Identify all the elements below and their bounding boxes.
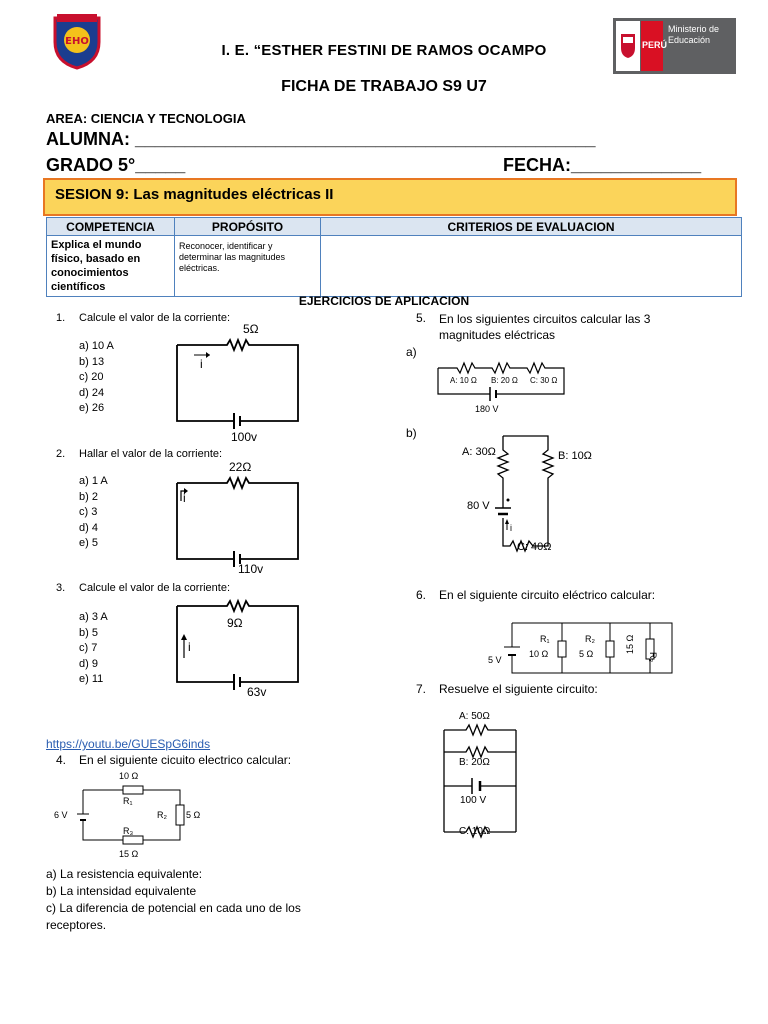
q4-r3-name: R₃ [123,826,134,836]
q2-resistance: 22Ω [229,460,252,474]
student-name-field: ALUMNA: ______________________________________________ [46,129,596,149]
q7-text: Resuelve el siguiente circuito: [439,682,598,696]
q4-r3-value: 15 Ω [119,849,139,859]
q5a-circuit-diagram [430,356,575,416]
q4-r2-value: 5 Ω [186,810,201,820]
option: b) 13 [79,355,105,368]
exercises-title: EJERCICIOS DE APLICACION [298,294,470,308]
q3-number: 3. [56,582,66,594]
option: e) 5 [79,537,98,549]
svg-text:EHO: EHO [65,36,89,47]
q2-number: 2. [56,448,66,460]
q2-current-label: i [183,491,186,505]
q5a-label: a) [406,345,417,359]
q3-options [79,610,108,688]
option: a) 1 A [79,475,108,487]
proposito-cell: Reconocer, identificar y determinar las magnitudes eléctricas. [175,236,321,297]
col-proposito: PROPÓSITO [175,218,321,236]
q7-circuit-diagram [438,712,528,842]
q2-circuit-diagram [170,473,305,568]
q5a-voltage: 180 V [475,404,499,414]
q5b-label: b) [406,426,417,440]
q1-text: Calcule el valor de la corriente: [79,312,231,324]
q2-voltage: 110v [238,562,264,576]
q3-resistance: 9Ω [227,616,243,630]
q3-voltage: 63v [247,685,267,699]
q6-text: En el siguiente circuito eléctrico calcular: [439,588,656,602]
q1-resistance: 5Ω [243,322,259,336]
q4-item: b) La intensidad equivalente [46,884,197,898]
q5-text-line: En los siguientes circuitos calcular las 3 [439,312,651,326]
q5a-resistor-c: C: 30 Ω [530,376,558,385]
option: d) 9 [79,657,98,670]
grade-field: GRADO 5°_____ [46,155,186,175]
school-name: I. E. “ESTHER FESTINI DE RAMOS OCAMPO [221,42,547,59]
session-banner [43,178,737,216]
q4-text: En el siguiente cicuito electrico calcular: [79,753,292,767]
ministry-label: Ministerio de Educación [668,24,720,45]
q1-circuit-diagram [170,335,305,430]
q4-r1-name: R₁ [123,796,133,806]
q5b-resistor-a: A: 30Ω [462,446,496,458]
q6-r1-name: R₁ [540,634,550,644]
worksheet-title: FICHA DE TRABAJO S9 U7 [281,78,487,95]
q4-voltage: 6 V [54,810,68,820]
q4-item: c) La diferencia de potencial en cada uno de los [46,901,301,915]
q4-number: 4. [56,753,67,767]
q5b-voltage: 80 V [467,500,490,512]
q5-text [439,311,650,343]
area-field: AREA: CIENCIA Y TECNOLOGIA [46,111,246,126]
date-field: FECHA:_____________ [503,155,702,175]
q6-r1-value: 10 Ω [529,649,549,659]
school-crest-logo [47,12,107,70]
option: b) 5 [79,626,98,639]
col-competencia: COMPETENCIA [47,218,175,236]
q4-item: receptores. [46,918,107,932]
q4-item: a) La resistencia equivalente: [46,867,203,881]
option: c) 7 [79,642,98,654]
competencia-cell: Explica el mundo físico, basado en conocimientos científicos [47,236,175,297]
q6-r3-name: R₃ [648,652,658,663]
session-title: SESION 9: Las magnitudes eléctricas II [55,186,334,203]
q6-r3-value: 15 Ω [625,634,635,654]
q5a-resistor-a: A: 10 Ω [450,376,477,385]
col-criterios: CRITERIOS DE EVALUACION [321,218,742,236]
q5b-resistor-b: B: 10Ω [558,450,592,462]
q5b-resistor-c: C: 40Ω [517,541,552,553]
option: a) 10 A [79,340,114,352]
q2-text: Hallar el valor de la corriente: [79,448,223,460]
option: d) 4 [79,521,98,534]
option: a) 3 A [79,611,108,623]
q5-number: 5. [416,311,427,325]
q7-voltage: 100 V [460,795,487,806]
q7-resistor-c: C: 10Ω [459,826,491,837]
option: d) 24 [79,386,105,399]
q5b-current-label: i [510,523,512,533]
option: e) 11 [79,673,104,685]
q5a-resistor-b: B: 20 Ω [491,376,518,385]
q4-r2-name: R₂ [157,810,167,820]
q2-options [79,474,108,552]
q6-number: 6. [416,588,427,602]
q3-text: Calcule el valor de la corriente: [79,582,231,594]
q5-text-line: magnitudes eléctricas [439,328,556,342]
q7-resistor-a: A: 50Ω [459,711,490,722]
q1-number: 1. [56,312,66,324]
option: c) 20 [79,371,104,383]
q6-r2-value: 5 Ω [579,649,594,659]
q6-voltage: 5 V [488,655,502,665]
option: b) 2 [79,490,98,503]
q7-number: 7. [416,682,427,696]
option: e) 26 [79,402,105,414]
q1-voltage: 100v [231,430,258,444]
youtube-link[interactable]: https://youtu.be/GUESpG6inds [46,737,211,751]
competency-table [46,217,742,297]
q1-current-label: i [200,357,203,371]
q1-options [79,339,114,417]
q4-r1-value: 10 Ω [119,771,139,781]
option: c) 3 [79,506,98,518]
criterios-cell [321,236,742,297]
q6-circuit-diagram [482,615,677,680]
q3-current-label: i [188,640,191,654]
q6-r2-name: R₂ [585,634,595,644]
q4-items [46,866,301,934]
q7-resistor-b: B: 20Ω [459,757,490,768]
peru-label: PERÚ [642,40,668,50]
